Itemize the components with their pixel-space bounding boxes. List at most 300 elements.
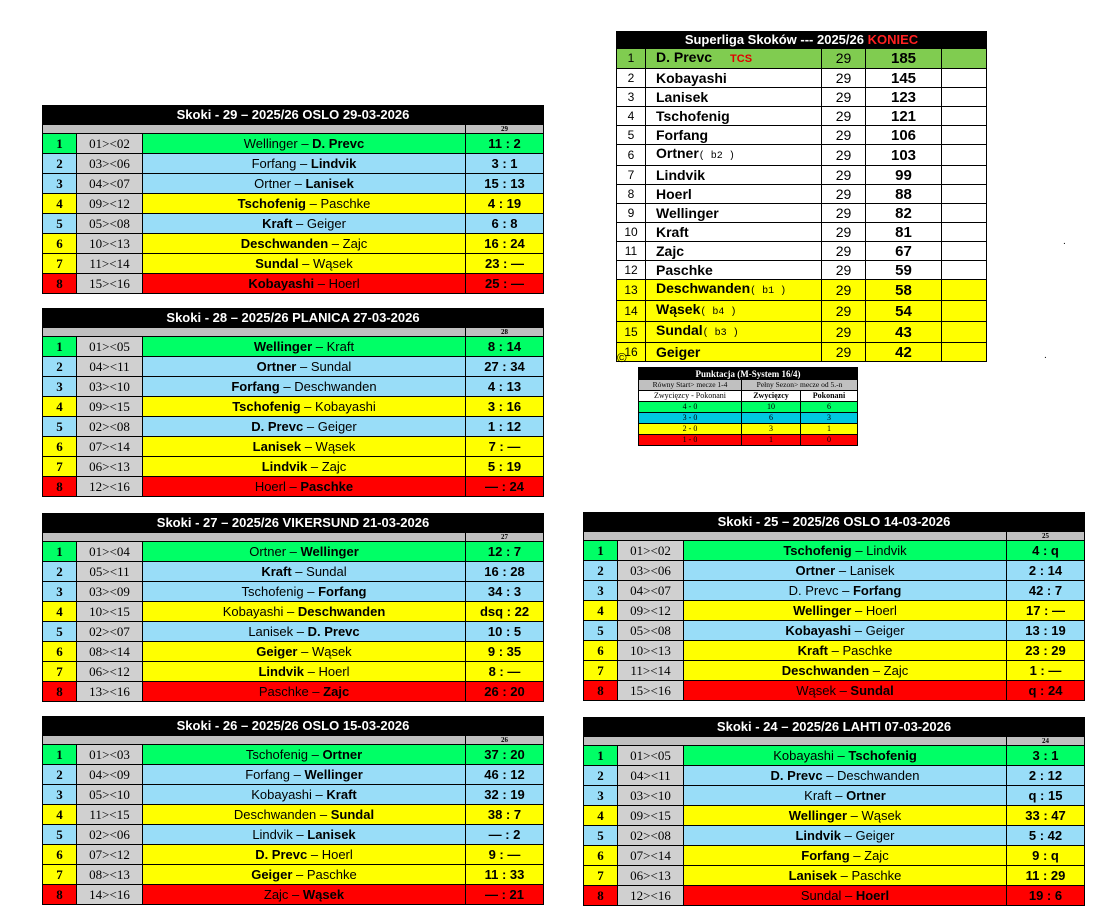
- points-winner: 6: [742, 413, 801, 424]
- points-loser: 6: [801, 402, 858, 413]
- standings-name-cell: [646, 301, 822, 322]
- match-title: Skoki - 26 – 2025/26 OSLO 15-03-2026: [43, 717, 544, 736]
- match-score: 3 : 16: [465, 397, 543, 417]
- match-score: 9 : 35: [466, 642, 544, 662]
- match-score: 32 : 19: [465, 785, 543, 805]
- match-pairing: 03><10: [77, 377, 143, 397]
- standings-name: Zajc: [656, 242, 685, 259]
- standings-pos: 7: [617, 166, 646, 185]
- match-row-number: 8: [43, 274, 77, 294]
- match-row-number: 1: [584, 541, 618, 561]
- match-row-number: 2: [43, 154, 77, 174]
- standings-jumps: 29: [822, 242, 866, 261]
- player-b: Wellinger: [300, 544, 359, 559]
- stray-dot: .: [1063, 236, 1066, 247]
- player-b: Wąsek: [311, 644, 352, 659]
- standings-jumps: 29: [822, 223, 866, 242]
- match-pairing: 07><12: [77, 845, 143, 865]
- match-row: [43, 194, 544, 214]
- match-row-number: 2: [43, 357, 77, 377]
- standings-empty: [942, 242, 987, 261]
- player-b: Geiger: [317, 419, 357, 434]
- match-pairing: 01><05: [77, 337, 143, 357]
- match-players: D. Prevc – Deschwanden: [684, 766, 1007, 786]
- player-a: D. Prevc: [788, 583, 839, 598]
- standings-pos: 15: [617, 322, 646, 343]
- standings-pos: 6: [617, 145, 646, 166]
- match-score: 5 : 42: [1006, 826, 1084, 846]
- standings-status: KONIEC: [867, 32, 919, 47]
- standings-name-cell: [646, 242, 822, 261]
- match-players: Forfang – Wellinger: [143, 765, 466, 785]
- match-row-number: 5: [43, 214, 77, 234]
- match-subheader: [43, 328, 466, 337]
- standings-name-cell: [646, 88, 822, 107]
- standings-row: [617, 88, 987, 107]
- player-b: Wąsek: [313, 256, 353, 271]
- player-a: Lanisek: [788, 868, 838, 883]
- match-row: [43, 805, 544, 825]
- standings-title: Superliga Skoków --- 2025/26: [684, 32, 864, 47]
- match-score: 3 : 1: [1006, 746, 1084, 766]
- match-table: [42, 105, 544, 294]
- match-row: [43, 234, 544, 254]
- match-row-number: 7: [584, 866, 618, 886]
- player-b: Wąsek: [315, 439, 356, 454]
- match-players: Tschofenig – Paschke: [143, 194, 466, 214]
- points-loser: 0: [801, 435, 858, 446]
- player-a: Kobayashi: [222, 604, 284, 619]
- match-score: 4 : 19: [465, 194, 543, 214]
- match-table: [583, 717, 1085, 906]
- match-score: 26 : 20: [466, 682, 544, 702]
- match-pairing: 12><16: [77, 477, 143, 497]
- standings-empty: [942, 69, 987, 88]
- player-a: Wellinger: [243, 136, 298, 151]
- points-loser: 1: [801, 424, 858, 435]
- match-title: Skoki - 28 – 2025/26 PLANICA 27-03-2026: [43, 309, 544, 328]
- match-row: [584, 661, 1085, 681]
- standings-jumps: 29: [822, 261, 866, 280]
- player-a: Tschofenig: [232, 399, 301, 414]
- match-row-number: 2: [584, 766, 618, 786]
- match-pairing: 05><08: [77, 214, 143, 234]
- standings-pos: 4: [617, 107, 646, 126]
- standings-jumps: 29: [822, 343, 866, 362]
- standings-points: 42: [866, 343, 942, 362]
- player-a: Kobayashi: [251, 787, 312, 802]
- match-row-number: 6: [43, 234, 77, 254]
- match-score: 4 : q: [1006, 541, 1084, 561]
- points-col-right: Pełny Sezon> mecze od 5.-n: [742, 380, 858, 391]
- standings-points: 81: [866, 223, 942, 242]
- match-pairing: 01><04: [77, 542, 143, 562]
- match-players: Kobayashi – Geiger: [684, 621, 1007, 641]
- match-row: [43, 845, 544, 865]
- standings-row: [617, 126, 987, 145]
- match-row-number: 8: [43, 682, 77, 702]
- player-b: Forfang: [852, 583, 902, 598]
- match-row-number: 4: [584, 806, 618, 826]
- match-row: [43, 154, 544, 174]
- match-score: 23 : —: [465, 254, 543, 274]
- match-pairing: 15><16: [77, 274, 143, 294]
- match-row-number: 3: [43, 377, 77, 397]
- match-score: 38 : 7: [465, 805, 543, 825]
- points-winner: 10: [742, 402, 801, 413]
- standings-row: [617, 166, 987, 185]
- match-row: [584, 561, 1085, 581]
- player-a: Ortner: [249, 544, 287, 559]
- player-b: Sundal: [850, 683, 894, 698]
- match-pairing: 07><14: [77, 437, 143, 457]
- player-a: D. Prevc: [770, 768, 823, 783]
- match-row: [43, 417, 544, 437]
- standings-points: 82: [866, 204, 942, 223]
- match-players: Forfang – Zajc: [684, 846, 1007, 866]
- match-players: Kobayashi – Deschwanden: [143, 602, 466, 622]
- standings-bonus: ( b3 ): [702, 328, 739, 339]
- standings-name-cell: [646, 185, 822, 204]
- standings-row: [617, 280, 987, 301]
- standings-empty: [942, 49, 987, 69]
- match-row-number: 6: [584, 846, 618, 866]
- match-pairing: 06><13: [618, 866, 684, 886]
- standings-name: Kraft: [656, 223, 689, 240]
- match-row-number: 4: [43, 397, 77, 417]
- match-players: Kraft – Geiger: [143, 214, 466, 234]
- player-b: Lindvik: [310, 156, 357, 171]
- player-b: Geiger: [306, 216, 346, 231]
- match-row: [43, 885, 544, 905]
- standings-row: [617, 107, 987, 126]
- stray-dot: .: [1044, 350, 1047, 361]
- match-row: [584, 846, 1085, 866]
- standings-name: Kobayashi: [656, 69, 727, 86]
- match-row-number: 8: [43, 885, 77, 905]
- match-row: [43, 542, 544, 562]
- standings-jumps: 29: [822, 107, 866, 126]
- match-players: Geiger – Wąsek: [143, 642, 466, 662]
- match-score: 16 : 24: [465, 234, 543, 254]
- match-row: [43, 765, 544, 785]
- match-row-number: 5: [584, 826, 618, 846]
- player-b: Paschke: [851, 868, 902, 883]
- match-score: 11 : 33: [465, 865, 543, 885]
- player-b: Tschofenig: [848, 748, 917, 763]
- points-row: [639, 435, 858, 446]
- player-b: Kobayashi: [315, 399, 376, 414]
- match-score: 8 : 14: [465, 337, 543, 357]
- player-a: Tschofenig: [241, 584, 304, 599]
- player-a: Wellinger: [253, 339, 313, 354]
- match-number: 27: [466, 533, 544, 542]
- player-a: Geiger: [251, 867, 293, 882]
- standings-row: [617, 343, 987, 362]
- match-row: [43, 642, 544, 662]
- player-b: Zajc: [321, 459, 347, 474]
- standings-row: [617, 242, 987, 261]
- match-players: Kraft – Sundal: [143, 562, 466, 582]
- match-title: Skoki - 25 – 2025/26 OSLO 14-03-2026: [584, 513, 1085, 532]
- player-a: Wellinger: [788, 808, 848, 823]
- match-subheader: [43, 736, 466, 745]
- standings-name-cell: [646, 343, 822, 362]
- standings-empty: [942, 145, 987, 166]
- standings-name: Sundal: [656, 322, 703, 338]
- match-pairing: 04><11: [77, 357, 143, 377]
- match-pairing: 09><12: [77, 194, 143, 214]
- match-pairing: 14><16: [77, 885, 143, 905]
- match-score: 23 : 29: [1006, 641, 1084, 661]
- match-players: Kraft – Ortner: [684, 786, 1007, 806]
- standings-points: 106: [866, 126, 942, 145]
- match-score: 7 : —: [465, 437, 543, 457]
- player-a: Sundal: [800, 888, 842, 903]
- match-pairing: 09><12: [618, 601, 684, 621]
- match-players: Lanisek – Paschke: [684, 866, 1007, 886]
- match-pairing: 04><09: [77, 765, 143, 785]
- player-b: Paschke: [306, 867, 357, 882]
- match-players: Kraft – Paschke: [684, 641, 1007, 661]
- match-row-number: 1: [584, 746, 618, 766]
- match-pairing: 03><06: [618, 561, 684, 581]
- player-b: Wąsek: [861, 808, 902, 823]
- standings-name: Deschwanden: [656, 280, 751, 296]
- match-pairing: 01><02: [618, 541, 684, 561]
- match-score: 25 : —: [465, 274, 543, 294]
- match-row-number: 1: [43, 134, 77, 154]
- match-players: Wellinger – D. Prevc: [143, 134, 466, 154]
- match-players: Lindvik – Zajc: [143, 457, 466, 477]
- match-score: q : 24: [1006, 681, 1084, 701]
- player-b: Wąsek: [302, 887, 345, 902]
- match-row-number: 4: [43, 805, 77, 825]
- match-players: Wellinger – Hoerl: [684, 601, 1007, 621]
- player-b: Hoerl: [328, 276, 360, 291]
- copyright-symbol: ©: [617, 350, 627, 365]
- match-pairing: 11><15: [77, 805, 143, 825]
- match-row-number: 8: [43, 477, 77, 497]
- standings-points: 54: [866, 301, 942, 322]
- match-pairing: 03><06: [77, 154, 143, 174]
- standings-name: Lindvik: [656, 166, 706, 183]
- match-score: 4 : 13: [465, 377, 543, 397]
- player-b: Deschwanden: [837, 768, 920, 783]
- match-table: [42, 716, 544, 905]
- match-pairing: 05><11: [77, 562, 143, 582]
- match-row-number: 5: [43, 825, 77, 845]
- match-players: Paschke – Zajc: [143, 682, 466, 702]
- match-row: [584, 581, 1085, 601]
- match-number: 26: [465, 736, 543, 745]
- match-row: [43, 865, 544, 885]
- player-b: Geiger: [865, 623, 905, 638]
- player-a: D. Prevc: [251, 419, 304, 434]
- match-row-number: 1: [43, 337, 77, 357]
- player-a: Lindvik: [258, 664, 304, 679]
- match-pairing: 09><15: [77, 397, 143, 417]
- standings-pos: 12: [617, 261, 646, 280]
- points-winner: 1: [742, 435, 801, 446]
- match-subheader: [584, 532, 1007, 541]
- match-row: [43, 274, 544, 294]
- match-players: Ortner – Lanisek: [143, 174, 466, 194]
- standings-jumps: 29: [822, 69, 866, 88]
- player-b: Lanisek: [307, 827, 356, 842]
- points-row: [639, 424, 858, 435]
- player-b: Deschwanden: [294, 379, 377, 394]
- standings-points: 58: [866, 280, 942, 301]
- standings-empty: [942, 322, 987, 343]
- player-b: Kraft: [326, 339, 355, 354]
- match-players: Deschwanden – Zajc: [143, 234, 466, 254]
- player-a: Kraft: [262, 216, 293, 231]
- match-players: Wellinger – Kraft: [143, 337, 466, 357]
- match-score: 16 : 28: [466, 562, 544, 582]
- match-players: Lanisek – D. Prevc: [143, 622, 466, 642]
- match-row: [43, 377, 544, 397]
- standings-empty: [942, 261, 987, 280]
- standings-points: 121: [866, 107, 942, 126]
- player-b: Ortner: [322, 747, 363, 762]
- standings-name: Geiger: [656, 343, 701, 360]
- match-score: 15 : 13: [465, 174, 543, 194]
- match-subheader: [43, 533, 466, 542]
- player-a: Wąsek: [796, 683, 836, 698]
- match-title: Skoki - 27 – 2025/26 VIKERSUND 21-03-2026: [43, 514, 544, 533]
- player-b: Deschwanden: [297, 604, 386, 619]
- points-h2: Zwycięzcy: [742, 391, 801, 402]
- match-players: Sundal – Wąsek: [143, 254, 466, 274]
- standings-points: 88: [866, 185, 942, 204]
- match-pairing: 05><08: [618, 621, 684, 641]
- player-a: Lanisek: [248, 624, 294, 639]
- match-players: Geiger – Paschke: [143, 865, 466, 885]
- match-score: 6 : 8: [465, 214, 543, 234]
- match-score: 12 : 7: [466, 542, 544, 562]
- standings-empty: [942, 107, 987, 126]
- match-title: Skoki - 29 – 2025/26 OSLO 29-03-2026: [43, 106, 544, 125]
- player-b: Zajc: [864, 848, 889, 863]
- player-b: Sundal: [310, 359, 352, 374]
- points-h1: Zwycięzcy - Pokonani: [639, 391, 742, 402]
- match-score: 5 : 19: [465, 457, 543, 477]
- match-row-number: 8: [584, 681, 618, 701]
- match-pairing: 12><16: [618, 886, 684, 906]
- match-pairing: 02><08: [618, 826, 684, 846]
- match-row-number: 4: [43, 602, 77, 622]
- match-score: 42 : 7: [1006, 581, 1084, 601]
- standings-points: 123: [866, 88, 942, 107]
- player-a: Ortner: [254, 176, 291, 191]
- standings-empty: [942, 185, 987, 204]
- match-pairing: 11><14: [77, 254, 143, 274]
- standings-pos: 16: [617, 343, 646, 362]
- match-row-number: 2: [584, 561, 618, 581]
- match-players: Wąsek – Sundal: [684, 681, 1007, 701]
- standings-jumps: 29: [822, 280, 866, 301]
- standings-empty: [942, 126, 987, 145]
- standings-jumps: 29: [822, 166, 866, 185]
- match-players: Deschwanden – Sundal: [143, 805, 466, 825]
- player-a: Forfang: [245, 767, 291, 782]
- player-b: Zajc: [883, 663, 909, 678]
- match-pairing: 01><03: [77, 745, 143, 765]
- match-row: [43, 214, 544, 234]
- match-row-number: 4: [584, 601, 618, 621]
- player-b: Hoerl: [321, 847, 353, 862]
- match-row: [43, 477, 544, 497]
- standings-name-cell: [646, 261, 822, 280]
- player-a: Zajc: [263, 887, 289, 902]
- standings-name: Paschke: [656, 261, 713, 278]
- match-score: 46 : 12: [465, 765, 543, 785]
- standings-jumps: 29: [822, 204, 866, 223]
- standings-name: Tschofenig: [656, 107, 730, 124]
- match-number: 29: [465, 125, 543, 134]
- match-row-number: 7: [43, 865, 77, 885]
- points-result: 3 - 0: [639, 413, 742, 424]
- match-row-number: 3: [43, 785, 77, 805]
- player-b: Lindvik: [866, 543, 907, 558]
- match-pairing: 11><14: [618, 661, 684, 681]
- match-row: [43, 254, 544, 274]
- standings-table: [616, 31, 987, 362]
- match-players: Sundal – Hoerl: [684, 886, 1007, 906]
- match-pairing: 03><09: [77, 582, 143, 602]
- player-b: Ortner: [846, 788, 886, 803]
- match-score: 37 : 20: [465, 745, 543, 765]
- standings-empty: [942, 280, 987, 301]
- match-players: Tschofenig – Lindvik: [684, 541, 1007, 561]
- player-b: Paschke: [320, 196, 371, 211]
- match-score: 1 : 12: [465, 417, 543, 437]
- match-pairing: 15><16: [618, 681, 684, 701]
- standings-points: 145: [866, 69, 942, 88]
- match-row: [584, 601, 1085, 621]
- standings-points: 99: [866, 166, 942, 185]
- player-a: Forfang: [231, 379, 280, 394]
- match-row-number: 2: [43, 765, 77, 785]
- match-row-number: 6: [584, 641, 618, 661]
- match-subheader: [43, 125, 466, 134]
- match-players: Wellinger – Wąsek: [684, 806, 1007, 826]
- points-loser: 3: [801, 413, 858, 424]
- standings-pos: 3: [617, 88, 646, 107]
- standings-name-cell: [646, 322, 822, 343]
- match-pairing: 08><13: [77, 865, 143, 885]
- match-row: [43, 397, 544, 417]
- player-a: Deschwanden: [781, 663, 870, 678]
- player-a: Lindvik: [261, 459, 308, 474]
- match-pairing: 04><07: [618, 581, 684, 601]
- match-row-number: 7: [43, 457, 77, 477]
- player-a: Kraft: [804, 788, 832, 803]
- match-row-number: 5: [584, 621, 618, 641]
- match-players: Forfang – Deschwanden: [143, 377, 466, 397]
- match-row-number: 6: [43, 437, 77, 457]
- standings-pos: 8: [617, 185, 646, 204]
- standings-pos: 11: [617, 242, 646, 261]
- match-row: [43, 562, 544, 582]
- player-a: Hoerl: [254, 479, 286, 494]
- match-row-number: 6: [43, 845, 77, 865]
- match-row-number: 3: [43, 582, 77, 602]
- player-b: Sundal: [330, 807, 375, 822]
- match-score: — : 24: [465, 477, 543, 497]
- player-b: Zajc: [342, 236, 368, 251]
